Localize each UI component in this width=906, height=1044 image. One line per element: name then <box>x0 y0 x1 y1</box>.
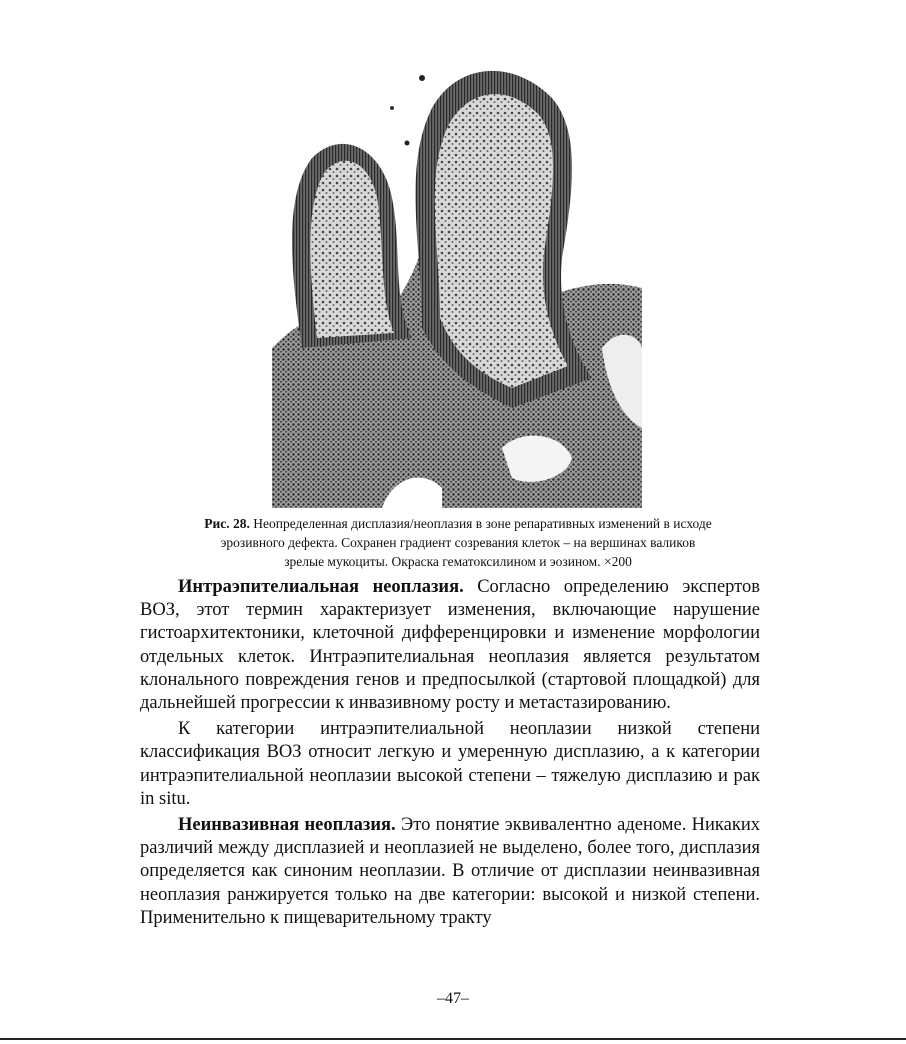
caption-line-1: Неопределенная дисплазия/неоплазия в зоне репаративных изменений в исходе <box>253 516 712 531</box>
page-number: –47– <box>437 990 469 1007</box>
paragraph-2: К категории интраэпителиальной неоплазии низкой степени классификация ВОЗ относит легкую и умеренную дисплазию, а к категории интраэпителиальной неоплазии высокой степени – тяжелую дисплазию и рак in situ. <box>140 719 760 809</box>
histology-figure <box>272 48 642 508</box>
term-noninvasive-neoplasia: Неинвазивная неоплазия. <box>178 815 396 836</box>
figure-caption <box>148 514 768 571</box>
figure-label: Рис. 28. <box>204 516 250 531</box>
histology-micrograph <box>272 48 642 508</box>
body-text <box>140 576 760 933</box>
bottom-rule <box>0 1038 906 1040</box>
caption-line-3: зрелые мукоциты. Окраска гематоксилином и эозином. ×200 <box>284 554 632 569</box>
paragraph-3: Неинвазивная неоплазия. Это понятие эквивалентно аденоме. Никаких различий между дисплазией и неоплазией не выделено, более того, дисплазия определяется как синоним неоплазии. В отличие от дисплазии неинвазивная неоплазия ранжируется только на две категории: высокой и низкой степени. Применительно к пищеварительному тракту <box>140 815 760 928</box>
term-intraepithelial-neoplasia: Интраэпителиальная неоплазия. <box>178 577 464 597</box>
paragraph-1: Интраэпителиальная неоплазия. Согласно определению экспертов ВОЗ, этот термин характеризует изменения, включающие нарушение гистоархитектоники, клеточной дифференцировки и изменение морфологии отдельных клеток. Интраэпителиальная неоплазия является результатом клонального повреждения генов и предпосылкой (стартовой площадкой) для дальнейшей прогрессии к инвазивному росту и метастазированию. <box>140 577 760 714</box>
caption-line-2: эрозивного дефекта. Сохранен градиент созревания клеток – на вершинах валиков <box>220 535 696 550</box>
